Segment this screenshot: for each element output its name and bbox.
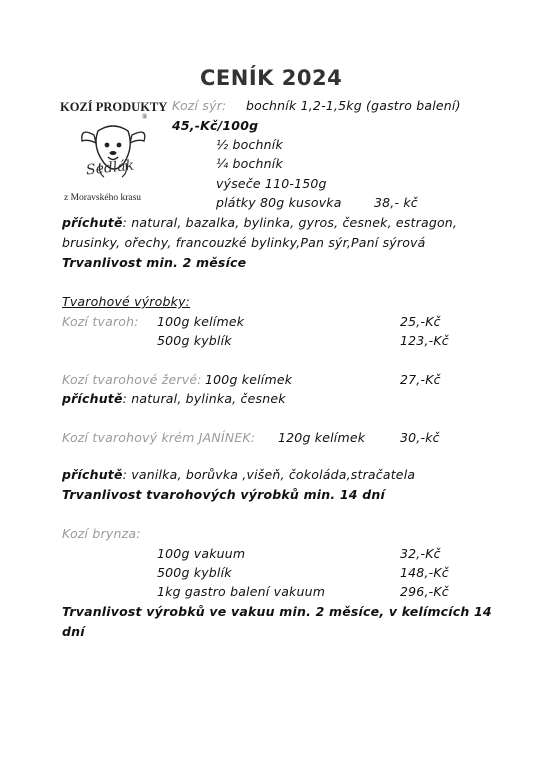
cheese-slices-price: 38,- kč bbox=[374, 195, 418, 210]
flavors-label: příchutě bbox=[62, 391, 123, 406]
brynza-price: 32,-Kč bbox=[400, 546, 441, 561]
logo-brand-line: KOZÍ PRODUKTY bbox=[60, 100, 168, 114]
zerve-item: 100g kelímek bbox=[205, 372, 293, 387]
curd-section-heading: Tvarohové výrobky: bbox=[62, 294, 191, 309]
tvaroh-item: 500g kyblík bbox=[157, 333, 232, 348]
cheese-item: ¼ bochník bbox=[216, 156, 283, 171]
krem-label: Kozí tvarohový krém JANÍNEK: bbox=[62, 430, 256, 445]
brynza-item: 1kg gastro balení vakuum bbox=[157, 584, 326, 599]
tvaroh-price: 123,-Kč bbox=[400, 333, 449, 348]
cheese-flavors-line2: brusinky, ořechy, francouzké bylinky,Pan sýr,Paní sýrová bbox=[62, 235, 426, 250]
registered-mark: ® bbox=[142, 113, 148, 121]
zerve-flavors bbox=[62, 391, 286, 406]
krem-price: 30,-kč bbox=[400, 430, 440, 445]
cheese-price: 45,-Kč/100g bbox=[172, 118, 259, 133]
brynza-price: 148,-Kč bbox=[400, 565, 449, 580]
brynza-price: 296,-Kč bbox=[400, 584, 449, 599]
cheese-first-line: bochník 1,2-1,5kg (gastro balení) bbox=[246, 98, 461, 113]
brynza-label: Kozí brynza: bbox=[62, 526, 141, 541]
cheese-label: Kozí sýr: bbox=[172, 98, 227, 113]
cheese-shelf-life: Trvanlivost min. 2 měsíce bbox=[62, 255, 247, 270]
cheese-slices-item: plátky 80g kusovka bbox=[216, 195, 342, 210]
flavors-text: : vanilka, borůvka ,višeň, čokoláda,stračatela bbox=[122, 467, 416, 482]
flavors-label: příchutě bbox=[62, 467, 123, 482]
zerve-label: Kozí tvarohové žervé: bbox=[62, 372, 202, 387]
logo-subline: z Moravského krasu bbox=[64, 193, 142, 203]
curd-shelf-life: Trvanlivost tvarohových výrobků min. 14 dní bbox=[62, 487, 385, 502]
krem-flavors bbox=[62, 467, 415, 482]
flavors-text: : natural, bylinka, česnek bbox=[122, 391, 286, 406]
tvaroh-item: 100g kelímek bbox=[157, 314, 245, 329]
flavors-label: příchutě bbox=[62, 215, 123, 230]
cheese-item: výseče 110-150g bbox=[216, 176, 327, 191]
brynza-item: 500g kyblík bbox=[157, 565, 232, 580]
brynza-item: 100g vakuum bbox=[157, 546, 246, 561]
brynza-shelf-life: Trvanlivost výrobků ve vakuu min. 2 měsíce, v kelímcích 14 bbox=[62, 604, 492, 619]
brynza-shelf-life-line2: dní bbox=[62, 624, 85, 639]
tvaroh-label: Kozí tvaroh: bbox=[62, 314, 139, 329]
tvaroh-price: 25,-Kč bbox=[400, 314, 441, 329]
cheese-item: ½ bochník bbox=[216, 137, 283, 152]
zerve-price: 27,-Kč bbox=[400, 372, 441, 387]
krem-item: 120g kelímek bbox=[278, 430, 366, 445]
logo-name: Sedlák bbox=[85, 157, 135, 179]
flavors-text: : natural, bazalka, bylinka, gyros, česnek, estragon, bbox=[122, 215, 458, 230]
cheese-flavors bbox=[62, 215, 457, 230]
page-title: CENÍK 2024 bbox=[200, 66, 343, 90]
